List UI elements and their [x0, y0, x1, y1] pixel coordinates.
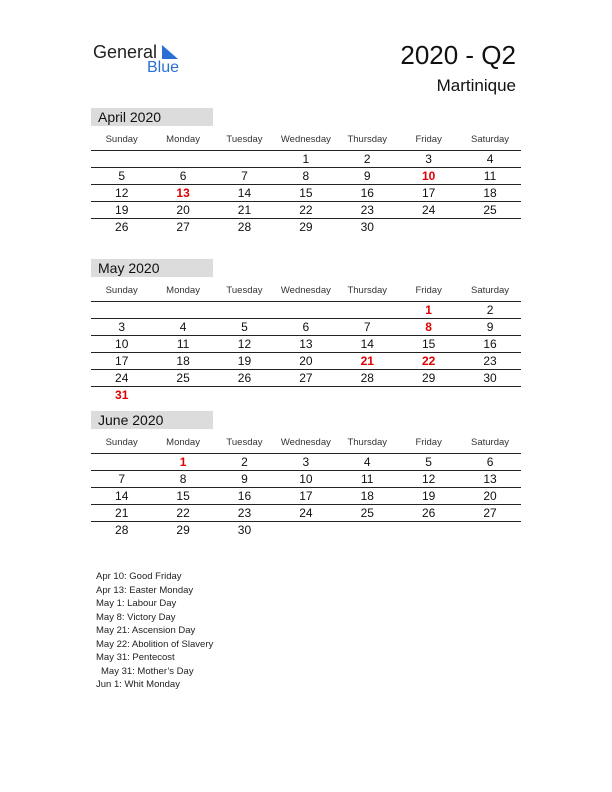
calendar-date: 27: [299, 371, 313, 385]
calendar-date: 18: [360, 489, 374, 503]
calendar-date: 14: [115, 489, 129, 503]
calendar-date: 19: [421, 489, 436, 503]
week-row: [91, 185, 521, 202]
calendar-date: 2: [241, 455, 248, 469]
weekday-label: Wednesday: [280, 284, 331, 296]
calendar-date: 3: [118, 320, 126, 334]
calendar-date: 23: [483, 354, 497, 368]
calendar-date: 11: [361, 472, 374, 486]
month-title: April 2020: [91, 108, 213, 126]
weekday-label: Monday: [166, 284, 200, 296]
week-row: [91, 336, 521, 353]
calendar-date: 26: [115, 220, 129, 234]
week-row: [91, 387, 521, 403]
calendar-date: 23: [360, 203, 374, 217]
logo-text-blue: Blue: [147, 59, 180, 76]
week-row: [91, 505, 521, 522]
calendar-date: 11: [176, 337, 190, 351]
calendar-date: 19: [115, 203, 129, 217]
calendar-date: 10: [115, 337, 129, 351]
week-row: [91, 151, 521, 168]
calendar-date: 11: [483, 169, 497, 183]
weekday-label: Tuesday: [226, 436, 263, 448]
calendar-date: 22: [176, 506, 190, 520]
calendar-date: 28: [237, 220, 252, 234]
calendar-date: 1: [302, 152, 310, 166]
calendar-date: 7: [118, 472, 126, 486]
holiday-date: 8: [425, 320, 432, 334]
calendar-date: 12: [421, 472, 436, 486]
calendar-date: 30: [237, 523, 252, 537]
week-row: [91, 202, 521, 219]
weekday-label: Friday: [415, 436, 442, 448]
calendar-date: 13: [299, 337, 313, 351]
calendar-date: 16: [483, 337, 497, 351]
week-row: [91, 302, 521, 319]
calendar-date: 4: [486, 152, 494, 166]
holiday-note: May 1: Labour Day: [96, 598, 177, 609]
weekday-header-row: [91, 279, 521, 302]
weekday-label: Saturday: [471, 284, 510, 296]
calendar-date: 5: [241, 320, 248, 334]
calendar-date: 24: [115, 371, 129, 385]
calendar-date: 25: [483, 203, 497, 217]
weekday-label: Monday: [166, 133, 200, 145]
week-row: [91, 454, 521, 471]
weekday-label: Tuesday: [226, 133, 263, 145]
calendar-date: 10: [299, 472, 313, 486]
calendar-date: 21: [237, 203, 252, 217]
calendar-date: 26: [237, 371, 252, 385]
weekday-label: Friday: [415, 284, 442, 296]
month-block: [91, 259, 521, 403]
holiday-note: May 8: Victory Day: [96, 611, 176, 623]
calendar-date: 8: [179, 472, 187, 486]
calendar-date: 7: [363, 320, 371, 334]
calendar-date: 15: [176, 489, 190, 503]
weekday-label: Sunday: [105, 436, 138, 448]
week-row: [91, 168, 521, 185]
holiday-note: Apr 13: Easter Monday: [96, 584, 194, 596]
calendar-date: 7: [241, 169, 248, 183]
week-row: [91, 353, 521, 370]
holiday-note: May 31: Mother’s Day: [101, 665, 194, 677]
week-row: [91, 219, 521, 235]
calendar-date: 9: [241, 472, 248, 486]
month-block: [91, 108, 521, 235]
calendar-date: 25: [176, 371, 190, 385]
calendar-date: 22: [299, 203, 313, 217]
calendar-date: 27: [176, 220, 190, 234]
weekday-label: Thursday: [347, 436, 388, 448]
calendar-date: 12: [115, 186, 129, 200]
calendar-date: 24: [421, 203, 436, 217]
calendar-date: 20: [483, 489, 497, 503]
region-name: Martinique: [436, 76, 516, 95]
weekday-label: Thursday: [347, 133, 388, 145]
calendar-date: 24: [299, 506, 313, 520]
week-row: [91, 488, 521, 505]
calendar-date: 3: [425, 152, 432, 166]
calendar-date: 29: [299, 220, 313, 234]
calendar-date: 16: [360, 186, 374, 200]
page-title: 2020 - Q2: [400, 40, 516, 70]
weekday-label: Saturday: [471, 436, 510, 448]
calendar-date: 6: [486, 455, 494, 469]
month-title: May 2020: [91, 259, 213, 277]
calendar-date: 19: [237, 354, 252, 368]
calendar-date: 4: [179, 320, 187, 334]
calendar-date: 8: [302, 169, 310, 183]
calendar-date: 23: [237, 506, 252, 520]
weekday-label: Wednesday: [280, 133, 331, 145]
calendar-date: 12: [237, 337, 252, 351]
holiday-note: Apr 10: Good Friday: [96, 571, 182, 582]
calendar-date: 16: [237, 489, 252, 503]
calendar-date: 2: [363, 152, 371, 166]
weekday-label: Wednesday: [280, 436, 331, 448]
calendar-date: 14: [237, 186, 252, 200]
calendar-date: 18: [483, 186, 497, 200]
calendar-date: 6: [179, 169, 187, 183]
weekday-header-row: [91, 128, 521, 151]
week-row: [91, 471, 521, 488]
calendar-date: 20: [299, 354, 313, 368]
brand-logo: [93, 42, 193, 80]
holiday-date: 22: [421, 354, 436, 368]
weekday-label: Saturday: [471, 133, 510, 145]
calendar-date: 17: [299, 489, 313, 503]
calendar-date: 15: [421, 337, 436, 351]
logo-text-general: General: [93, 42, 158, 62]
calendar-date: 5: [118, 169, 126, 183]
calendar-date: 28: [115, 523, 129, 537]
calendar-date: 21: [115, 506, 129, 520]
calendar-date: 17: [421, 186, 436, 200]
holiday-note: May 22: Abolition of Slavery: [96, 638, 214, 650]
calendar-date: 2: [486, 303, 494, 317]
holiday-date: 1: [425, 303, 432, 317]
calendar-date: 30: [360, 220, 374, 234]
calendar-date: 17: [115, 354, 129, 368]
holiday-list: [96, 570, 213, 692]
holiday-note: May 31: Pentecost: [96, 652, 175, 663]
week-row: [91, 522, 521, 538]
calendar-date: 30: [483, 371, 497, 385]
calendar-date: 26: [421, 506, 436, 520]
weekday-label: Sunday: [105, 284, 138, 296]
weekday-label: Tuesday: [226, 284, 263, 296]
week-row: [91, 370, 521, 387]
calendar-date: 9: [486, 320, 494, 334]
weekday-header-row: [91, 431, 521, 454]
month-block: [91, 411, 521, 538]
week-row: [91, 319, 521, 336]
weekday-label: Friday: [415, 133, 442, 145]
holiday-note: May 21: Ascension Day: [96, 625, 196, 636]
calendar-date: 5: [425, 455, 432, 469]
calendar-date: 28: [360, 371, 374, 385]
calendar-date: 13: [483, 472, 497, 486]
calendar-date: 29: [176, 523, 190, 537]
holiday-date: 10: [421, 169, 436, 183]
calendar-date: 25: [360, 506, 374, 520]
calendar-date: 27: [483, 506, 497, 520]
calendar-date: 14: [360, 337, 374, 351]
calendar-date: 6: [302, 320, 310, 334]
weekday-label: Thursday: [347, 284, 388, 296]
calendar-date: 18: [176, 354, 190, 368]
holiday-date: 1: [179, 455, 187, 469]
month-title: June 2020: [91, 411, 213, 429]
calendar-date: 20: [176, 203, 190, 217]
calendar-date: 9: [363, 169, 371, 183]
holiday-date: 13: [176, 186, 190, 200]
calendar-date: 15: [299, 186, 313, 200]
logo-flag-icon: [162, 45, 178, 59]
holiday-date: 31: [115, 388, 129, 402]
calendar-date: 4: [363, 455, 371, 469]
weekday-label: Sunday: [105, 133, 138, 145]
calendar-date: 29: [421, 371, 436, 385]
holiday-date: 21: [360, 354, 374, 368]
weekday-label: Monday: [166, 436, 200, 448]
calendar-date: 3: [302, 455, 310, 469]
holiday-note: Jun 1: Whit Monday: [96, 679, 180, 690]
